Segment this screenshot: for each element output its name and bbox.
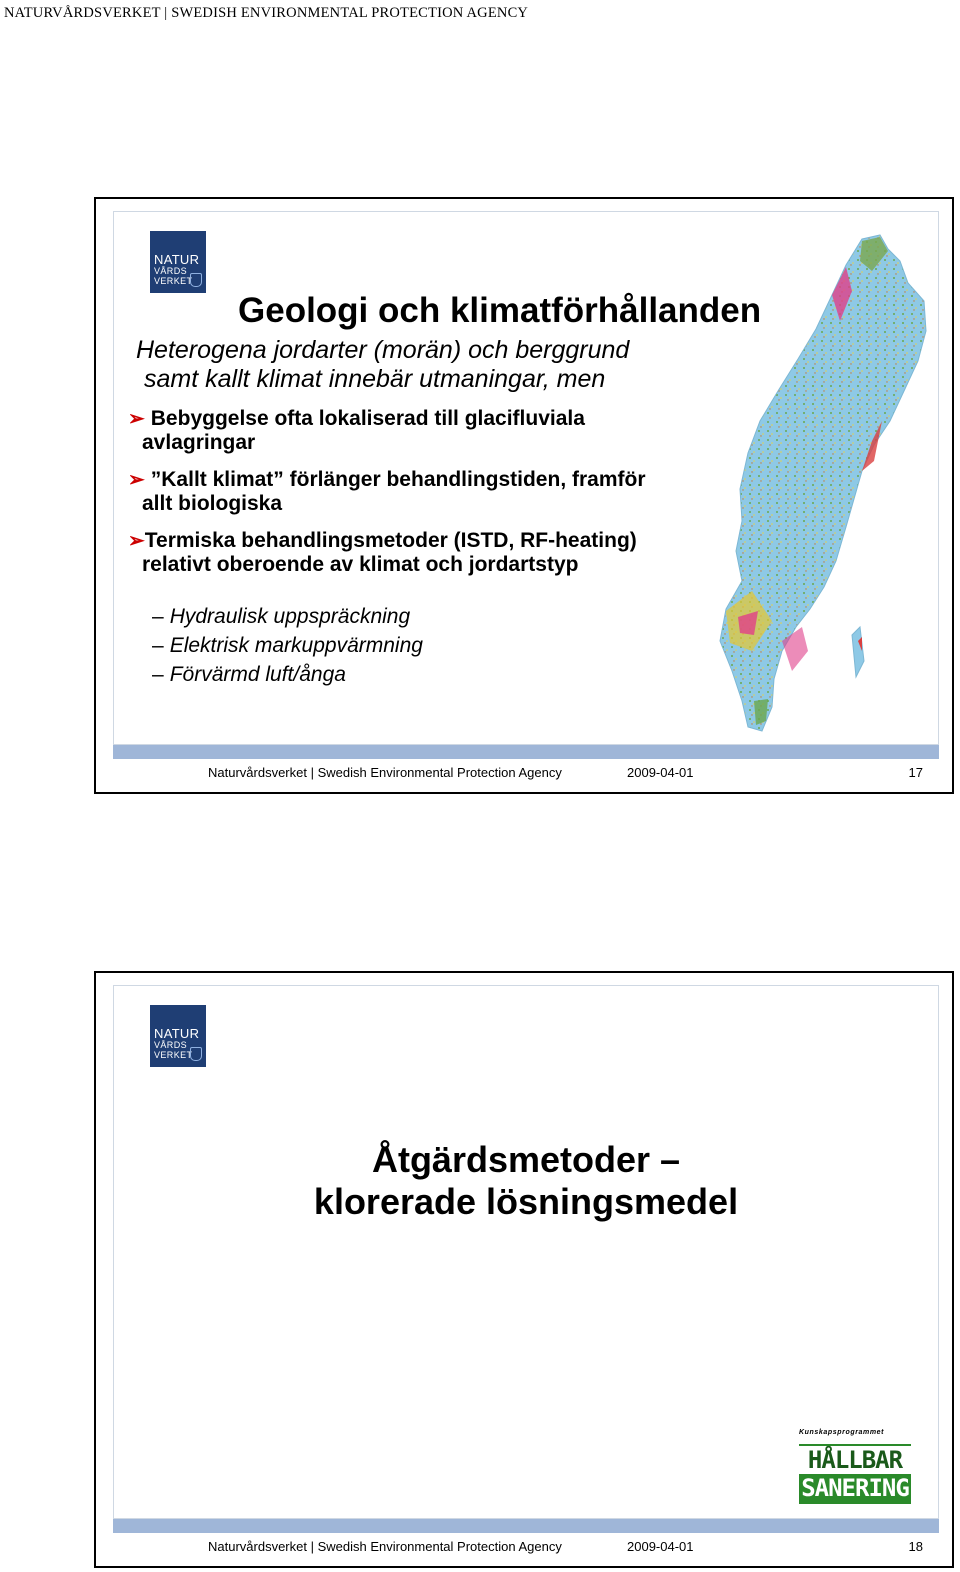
crest-icon: [190, 1047, 202, 1061]
logo-text-1: NATUR: [154, 1026, 200, 1041]
bullet-3-line-1: Termiska behandlingsmetoder (ISTD, RF-heating): [144, 529, 637, 552]
bullet-2-line-2: allt biologiska: [142, 492, 283, 515]
footer-page-number: 17: [908, 765, 923, 780]
logo-text-2: VÅRDS: [154, 1040, 188, 1050]
slide-18: [94, 971, 954, 1568]
lead-line-2: samt kallt klimat innebär utmaningar, men: [144, 365, 606, 393]
page-header: NATURVÅRDSVERKET | SWEDISH ENVIRONMENTAL PROTECTION AGENCY: [4, 5, 529, 21]
arrow-bullet-icon: ➢: [128, 530, 145, 552]
arrow-bullet-icon: ➢: [128, 469, 145, 491]
sub-item-1: – Hydraulisk uppspräckning: [152, 605, 411, 628]
logo-text-3: VERKET: [154, 1050, 193, 1060]
bullet-2-line-1: ”Kallt klimat” förlänger behandlingstiden, framför: [150, 468, 646, 491]
naturvardsverket-logo: [150, 1005, 206, 1067]
bullet-1: [128, 407, 585, 455]
logo-text-1: NATUR: [154, 252, 200, 267]
footer-bar: [113, 745, 939, 759]
slide-title-line-1: Åtgärdsmetoder –: [371, 1139, 681, 1180]
footer-date: 2009-04-01: [627, 765, 694, 780]
hallbar-word-1: HÅLLBAR: [799, 1446, 911, 1474]
arrow-bullet-icon: ➢: [128, 408, 145, 430]
footer-bar: [113, 1519, 939, 1533]
lead-line-1: Heterogena jordarter (morän) och berggrund: [136, 336, 630, 364]
crest-icon: [190, 273, 202, 287]
bullet-3-line-2: relativt oberoende av klimat och jordartstyp: [142, 553, 579, 576]
sub-item-2: – Elektrisk markuppvärmning: [152, 634, 423, 657]
bullet-2: [128, 468, 646, 516]
footer-page-number: 18: [908, 1539, 923, 1554]
footer-org: Naturvårdsverket | Swedish Environmental Protection Agency: [208, 765, 562, 780]
slide-title-line-2: klorerade lösningsmedel: [313, 1181, 739, 1222]
hallbar-word-2: SANERING: [801, 1474, 909, 1502]
sub-item-1-label: Hydraulisk uppspräckning: [169, 605, 411, 628]
footer-org: Naturvårdsverket | Swedish Environmental Protection Agency: [208, 1539, 562, 1554]
slide-17: [94, 197, 954, 794]
logo-text-2: VÅRDS: [154, 266, 188, 276]
footer-date: 2009-04-01: [627, 1539, 694, 1554]
bullet-1-line-2: avlagringar: [142, 431, 256, 454]
sweden-map-icon: [712, 231, 937, 741]
hallbar-tag: Kunskapsprogrammet: [799, 1429, 885, 1436]
bullet-1-line-1: Bebyggelse ofta lokaliserad till glacifluviala: [150, 407, 585, 430]
sub-item-3: – Förvärmd luft/ånga: [152, 663, 346, 686]
sub-item-2-label: Elektrisk markuppvärmning: [169, 634, 423, 657]
naturvardsverket-logo: [150, 231, 206, 293]
sub-item-3-label: Förvärmd luft/ånga: [169, 663, 346, 686]
bullet-3: [128, 529, 637, 577]
slide-title: Geologi och klimatförhållanden: [238, 291, 762, 330]
logo-text-3: VERKET: [154, 276, 193, 286]
hallbar-sanering-logo: [799, 1429, 911, 1504]
hallbar-box: [799, 1444, 911, 1504]
